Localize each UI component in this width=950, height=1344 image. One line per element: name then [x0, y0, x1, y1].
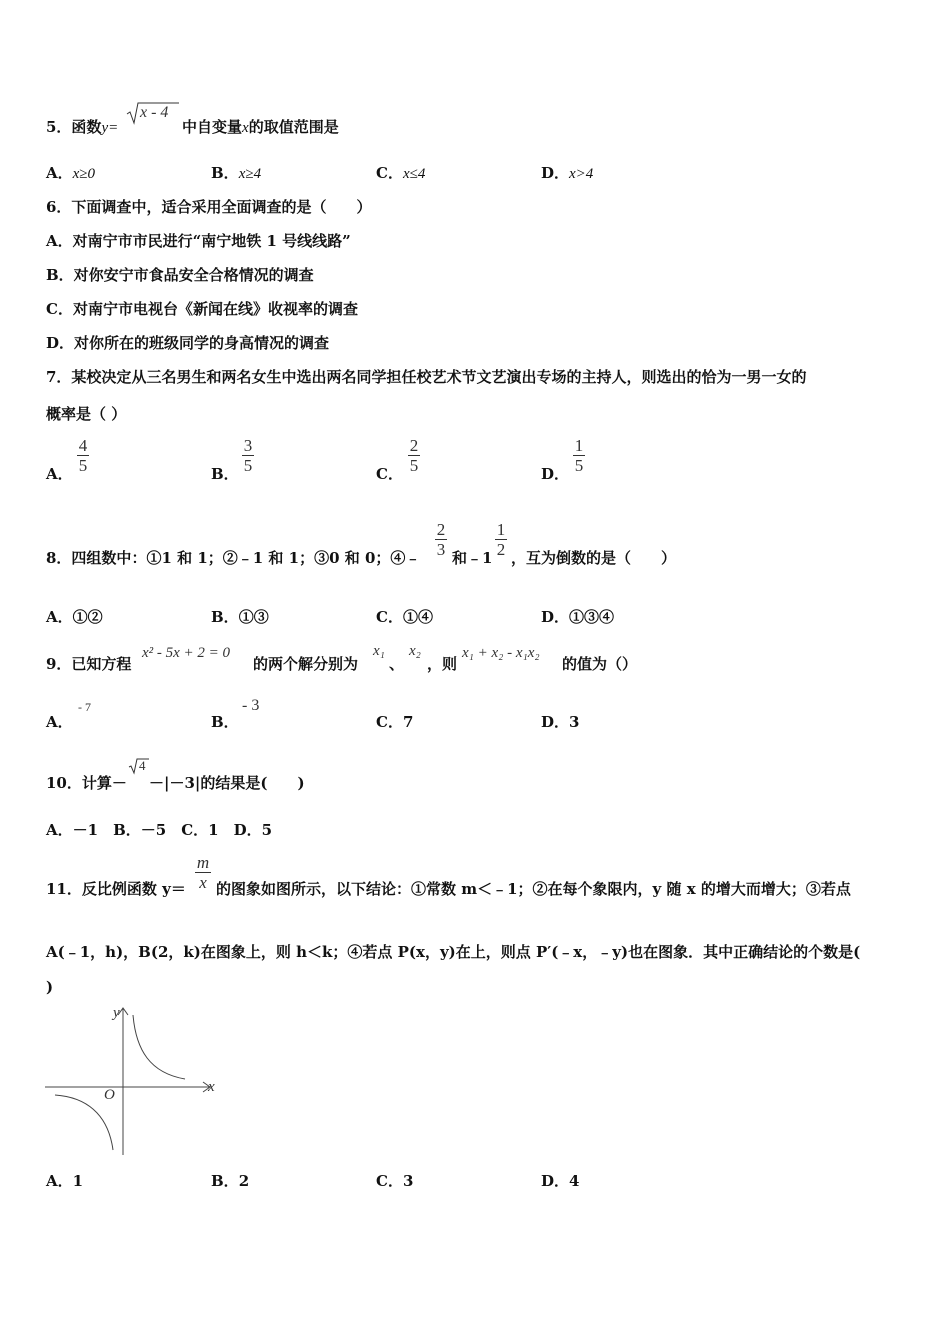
- q5-option-c[interactable]: C．x≤4: [376, 164, 426, 182]
- q8-fraction-1: 2 3: [436, 520, 446, 559]
- q9-option-d[interactable]: D．3: [541, 713, 580, 731]
- q9-option-c[interactable]: C．7: [376, 713, 414, 731]
- q9-option-a[interactable]: A．: [46, 713, 73, 731]
- graph-origin-label: O: [104, 1087, 115, 1103]
- q9-x1: x₁: [373, 643, 385, 659]
- q8-stem-a: 8．四组数中：①1 和 1；②﹣1 和 1；③0 和 0；④﹣: [46, 549, 421, 567]
- q10-options[interactable]: A．－1 B．－5 C．1 D．5: [46, 821, 273, 839]
- q5-sqrt: [126, 101, 180, 125]
- q11-option-c[interactable]: C．3: [376, 1172, 414, 1190]
- q10-sqrt: [128, 757, 150, 775]
- q11-graph: [40, 1005, 230, 1165]
- q6-stem: 6．下面调查中，适合采用全面调查的是（ ）: [46, 198, 372, 216]
- q7-option-d-fraction: 1 5: [574, 436, 584, 475]
- q8-option-b[interactable]: B．①③: [211, 608, 269, 626]
- q11-stem-line3: ): [46, 978, 54, 996]
- q7-stem-line2: 概率是（ ）: [46, 405, 127, 423]
- q5-stem-rest: 中自变量x的取值范围是: [182, 118, 339, 136]
- q6-option-d[interactable]: D．对你所在的班级同学的身高情况的调查: [46, 334, 330, 352]
- q9-option-b-value: - 3: [242, 697, 260, 714]
- q7-option-c-letter[interactable]: C．: [376, 465, 403, 483]
- q8-fraction-2: 1 2: [496, 520, 506, 559]
- q9-equation: x² - 5x + 2 = 0: [142, 645, 231, 661]
- q11-option-b[interactable]: B．2: [211, 1172, 250, 1190]
- q11-fraction: m x: [196, 853, 210, 892]
- q8-option-d[interactable]: D．①③④: [541, 608, 615, 626]
- q7-option-d-letter[interactable]: D．: [541, 465, 570, 483]
- q9-stem-a: 9．已知方程: [46, 655, 132, 673]
- q9-expression: x₁ + x₂ - x₁x₂: [462, 645, 540, 661]
- q8-option-c[interactable]: C．①④: [376, 608, 433, 626]
- q5-option-b[interactable]: B．x≥4: [211, 164, 262, 182]
- q5-option-d[interactable]: D．x>4: [541, 164, 594, 182]
- q10-radicand: 4: [139, 758, 146, 773]
- q7-option-a-fraction: 4 5: [78, 436, 88, 475]
- q7-option-b-fraction: 3 5: [243, 436, 253, 475]
- q9-stem-b: 的两个解分别为: [253, 655, 359, 673]
- q11-option-a[interactable]: A．1: [46, 1172, 84, 1190]
- q7-option-c-fraction: 2 5: [409, 436, 419, 475]
- q11-stem-b: 的图象如图所示，以下结论：①常数 m＜﹣1；②在每个象限内，y 随 x 的增大而增大；③若点: [216, 880, 851, 898]
- graph-y-label: y: [113, 1005, 120, 1021]
- q11-stem-a: 11．反比例函数 y＝: [46, 880, 186, 898]
- q9-x2: x₂: [409, 643, 421, 659]
- q6-option-a[interactable]: A．对南宁市市民进行“南宁地铁 1 号线线路”: [46, 232, 351, 250]
- graph-x-label: x: [208, 1079, 215, 1095]
- q9-option-b[interactable]: B．: [211, 713, 239, 731]
- q6-option-b[interactable]: B．对你安宁市食品安全合格情况的调查: [46, 266, 314, 284]
- q7-option-a-letter[interactable]: A．: [46, 465, 73, 483]
- q9-option-a-value: - 7: [78, 700, 91, 714]
- q11-option-d[interactable]: D．4: [541, 1172, 580, 1190]
- hyperbola-graph: [40, 1005, 230, 1165]
- q5-option-a[interactable]: A．x≥0: [46, 164, 96, 182]
- q8-mid: 和﹣1: [452, 549, 493, 567]
- q9-stem-d: 的值为（）: [562, 655, 638, 673]
- q5-y-eq: y=: [101, 120, 119, 136]
- q5-radicand: x - 4: [140, 104, 169, 121]
- q9-sep: 、: [389, 655, 405, 673]
- q9-stem-c: ，则: [427, 655, 458, 673]
- q6-option-c[interactable]: C．对南宁市电视台《新闻在线》收视率的调查: [46, 300, 358, 318]
- q7-option-b-letter[interactable]: B．: [211, 465, 239, 483]
- q10-stem-b: －|－3|的结果是( ): [149, 774, 305, 792]
- q10-stem-a: 10．计算－: [46, 774, 127, 792]
- q8-stem-b: ，互为倒数的是（ ）: [511, 549, 677, 567]
- q8-option-a[interactable]: A．①②: [46, 608, 103, 626]
- q5-stem: 5．函数y=: [46, 118, 119, 136]
- q7-stem-line1: 7．某校决定从三名男生和两名女生中选出两名同学担任校艺术节文艺演出专场的主持人，则选出的恰为一男一女的: [46, 368, 807, 386]
- q11-stem-line2: A(﹣1，h)，B(2，k)在图象上，则 h＜k；④若点 P(x，y)在上，则点 P′(﹣x，﹣y)也在图象．其中正确结论的个数是(: [46, 943, 861, 961]
